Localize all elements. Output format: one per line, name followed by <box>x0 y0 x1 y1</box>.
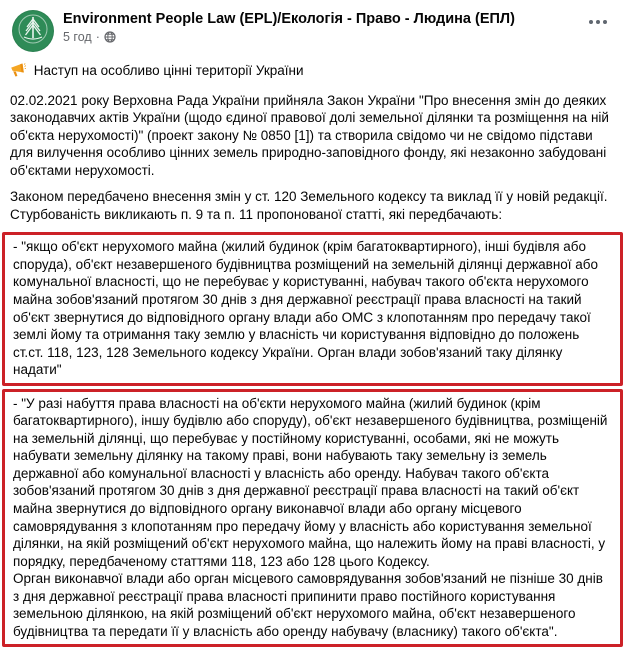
law-quote-box-2 <box>2 389 623 648</box>
globe-icon <box>104 31 116 43</box>
post-options-button[interactable] <box>585 10 611 34</box>
page-avatar[interactable] <box>12 10 54 52</box>
quote-2-paragraph-2: Орган виконавчої влади або орган місцевого самоврядування зобов'язаний не пізніше 30 днів з дня державної реєстрації права власності припинити право постійного користування земельною ділянкою, на якій розміщений об'єкт нерухомого майна, об'єкт незавершеного будівництва та передати її у власність або оренду набувачу (власнику) такого об'єкта". <box>13 571 603 639</box>
post-body <box>0 56 625 657</box>
post-paragraph-1: 02.02.2021 року Верховна Рада України прийняла Закон України "Про внесення змін до деяких законодавчих актів України (щодо єдиної правової долі земельної ділянки та розміщення на ній об'єкта нерухомості)" (проект закону № 0850 [1]) та створила свідомо чи не свідомо підстави для вилучення особливо цінних земель природно-заповідного фонду, які незаконно забудовані об'єктами нерухомості. <box>10 92 609 178</box>
post-intro-line <box>10 62 615 83</box>
tree-logo-icon <box>18 14 48 49</box>
three-dots-icon <box>589 20 593 24</box>
megaphone-icon <box>10 66 30 81</box>
post-paragraph-2: Законом передбачено внесення змін у ст. 120 Земельного кодексу та виклад її у новій редакції. Стурбованість викликають п. 9 та п. 11 пропонованої статті, які передбачають: <box>10 189 608 222</box>
post-header <box>0 0 625 56</box>
quote-1-text: - "якщо об'єкт нерухомого майна (жилий будинок (крім багатоквартирного), інші будівля або споруда), об'єкт незавершеного будівництва розміщений на земельній ділянці державної або комунальної власності, що не перебуває у користуванні, набувач такого об'єкта нерухомого майна зобов'язаний протягом 30 днів з дня державної реєстрації права власності на такий об'єкт звернутися до відповідного органу влади або ОМС з клопотанням про передачу такої землі йому та отримання таку землю у власність чи користування відповідно до положень ст.ст. 118, 123, 128 Земельного кодексу України. Орган влади зобов'язаний таку ділянку надати" <box>13 239 599 378</box>
quote-2-paragraph-1: - "У разі набуття права власності на об'єкти нерухомого майна (жилий будинок (крім багатоквартирного), іншу будівлю або споруду), об'єкт незавершеного будівництва, розміщеній на земельній ділянці, що перебуває у постійному користуванні, особами, які не можуть набувати земельну ділянку на такому праві, вони набувають таку земельну із земель державної або комунальної власності у власність або оренду. Набувач такого об'єкта зобов'язаний протягом 30 днів з дня державної реєстрації права власності на такий об'єкт майна звернутися до відповідного органу виконавчої влади або органу місцевого самоврядування з клопотанням про передачу йому у власність або користування земельної ділянки, на якій розміщений об'єкт нерухомого майна, що належить йому на праві власності, у порядку, передбаченому статтями 118, 123 або 128 цього Кодексу. <box>13 395 608 569</box>
header-text-block <box>63 10 585 44</box>
law-quote-box-1 <box>2 232 623 385</box>
page-name-link[interactable]: Environment People Law (EPL)/Екологія - Право - Людина (ЕПЛ) <box>63 11 515 27</box>
meta-separator: · <box>95 30 100 45</box>
post-timestamp[interactable]: 5 год <box>63 30 92 45</box>
post-intro-text: Наступ на особливо цінні території України <box>33 63 304 78</box>
post-meta-row <box>63 30 585 44</box>
